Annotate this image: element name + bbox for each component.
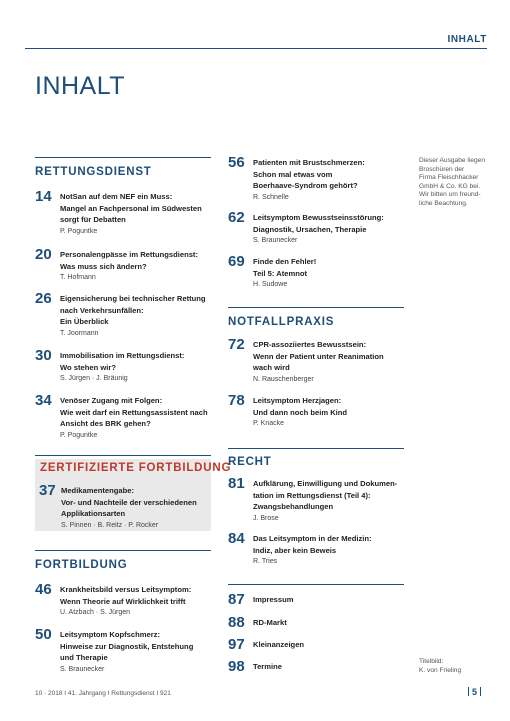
section-divider <box>228 584 404 585</box>
entry-page-number: 37 <box>39 482 56 499</box>
entry-page-number: 72 <box>228 336 245 353</box>
entry-page-number: 98 <box>228 658 245 675</box>
section-divider <box>35 455 211 456</box>
entry-title: Das Leitsymptom in der Medizin: Indiz, aber kein Beweis <box>253 534 372 555</box>
entry-author: S. Pinnen · B. Reitz · P. Rocker <box>61 522 159 529</box>
entry-author: R. Tries <box>253 558 278 565</box>
entry-title: RD-Markt <box>253 618 287 627</box>
section-title-rettungsdienst: RETTUNGSDIENST <box>35 166 152 178</box>
insert-note: Dieser Ausgabe liegen Broschüren der Firma Fleischhacker GmbH & Co. KG bei. Wir bitten um freund- liche Beachtung. <box>419 157 485 207</box>
entry-page-number: 46 <box>35 581 52 598</box>
entry-page-number: 34 <box>35 392 52 409</box>
entry-title: Termine <box>253 662 282 671</box>
page-title: INHALT <box>35 72 126 100</box>
section-title-notfallpraxis: NOTFALLPRAXIS <box>228 316 335 328</box>
entry-page-number: 56 <box>228 154 245 171</box>
entry-title: Krankheitsbild versus Leitsymptom: Wenn Theorie auf Wirklichkeit trifft <box>60 585 192 606</box>
page-number-value: 5 <box>471 687 477 697</box>
entry-title: Leitsymptom Herzjagen: Und dann noch beim Kind <box>253 396 348 417</box>
entry-title: Medikamentengabe: Vor- und Nachteile der verschiedenen Applikationsarten <box>61 486 197 518</box>
entry-title: Personalengpässe im Rettungsdienst: Was muss sich ändern? <box>60 250 198 271</box>
section-title-fortbildung: FORTBILDUNG <box>35 559 128 571</box>
entry-page-number: 30 <box>35 347 52 364</box>
entry-author: R. Schnelle <box>253 194 289 201</box>
entry-author: P. Poguntke <box>60 228 98 235</box>
entry-title: Immobilisation im Rettungsdienst: Wo stehen wir? <box>60 351 185 372</box>
entry-page-number: 78 <box>228 392 245 409</box>
header-divider <box>25 48 487 49</box>
section-title-recht: RECHT <box>228 456 272 468</box>
header-tag: INHALT <box>447 34 487 45</box>
entry-title: Impressum <box>253 595 294 604</box>
entry-page-number: 81 <box>228 475 245 492</box>
entry-page-number: 69 <box>228 253 245 270</box>
entry-author: H. Sudowe <box>253 281 288 288</box>
entry-author: S. Braunecker <box>60 666 105 673</box>
entry-title: Finde den Fehler! Teil 5: Atemnot <box>253 257 317 278</box>
entry-title: Patienten mit Brustschmerzen: Schon mal etwas vom Boerhaave-Syndrom gehört? <box>253 158 365 190</box>
entry-author: U. Atzbach · S. Jürgen <box>60 609 131 616</box>
entry-page-number: 87 <box>228 591 245 608</box>
entry-author: P. Poguntke <box>60 432 98 439</box>
section-divider <box>35 157 211 158</box>
entry-author: N. Rauschenberger <box>253 376 314 383</box>
entry-author: J. Brose <box>253 515 279 522</box>
entry-page-number: 26 <box>35 290 52 307</box>
entry-title: Aufklärung, Einwilligung und Dokumen- tation im Rettungsdienst (Teil 4): Zwangsbehandlungen <box>253 479 398 511</box>
section-divider <box>35 550 211 551</box>
entry-title: CPR-assoziiertes Bewusstsein: Wenn der Patient unter Reanimation wach wird <box>253 340 384 372</box>
entry-page-number: 88 <box>228 614 245 631</box>
entry-title: Venöser Zugang mit Folgen: Wie weit darf ein Rettungsassistent nach Ansicht des BRK gehen? <box>60 396 208 428</box>
section-divider <box>228 448 404 449</box>
cover-credit: Titelbild: K. von Frieling <box>419 658 462 674</box>
entry-author: P. Knacke <box>253 420 285 427</box>
entry-title: Kleinanzeigen <box>253 640 305 649</box>
entry-author: S. Jürgen · J. Bräunig <box>60 375 128 382</box>
entry-page-number: 14 <box>35 188 52 205</box>
entry-author: T. Joormann <box>60 330 99 337</box>
entry-page-number: 97 <box>228 636 245 653</box>
entry-author: S. Braunecker <box>253 237 298 244</box>
entry-title: Eigensicherung bei technischer Rettung nach Verkehrsunfällen: Ein Überblick <box>60 294 206 326</box>
section-title-zertifizierte: ZERTIFIZIERTE FORTBILDUNG <box>40 462 232 474</box>
entry-page-number: 62 <box>228 209 245 226</box>
entry-page-number: 20 <box>35 246 52 263</box>
entry-title: NotSan auf dem NEF ein Muss: Mangel an Fachpersonal im Südwesten sorgt für Debatten <box>60 192 202 224</box>
section-divider <box>228 307 404 308</box>
entry-title: Leitsymptom Bewusstseinsstörung: Diagnostik, Ursachen, Therapie <box>253 213 384 234</box>
entry-title: Leitsymptom Kopfschmerz: Hinweise zur Diagnostik, Entstehung und Therapie <box>60 630 194 662</box>
entry-author: T. Hofmann <box>60 274 96 281</box>
entry-page-number: 50 <box>35 626 52 643</box>
entry-page-number: 84 <box>228 530 245 547</box>
page-number <box>465 687 484 697</box>
footer-issue-info: 10 · 2018 I 41. Jahrgang I Rettungsdienst I 921 <box>35 690 171 697</box>
